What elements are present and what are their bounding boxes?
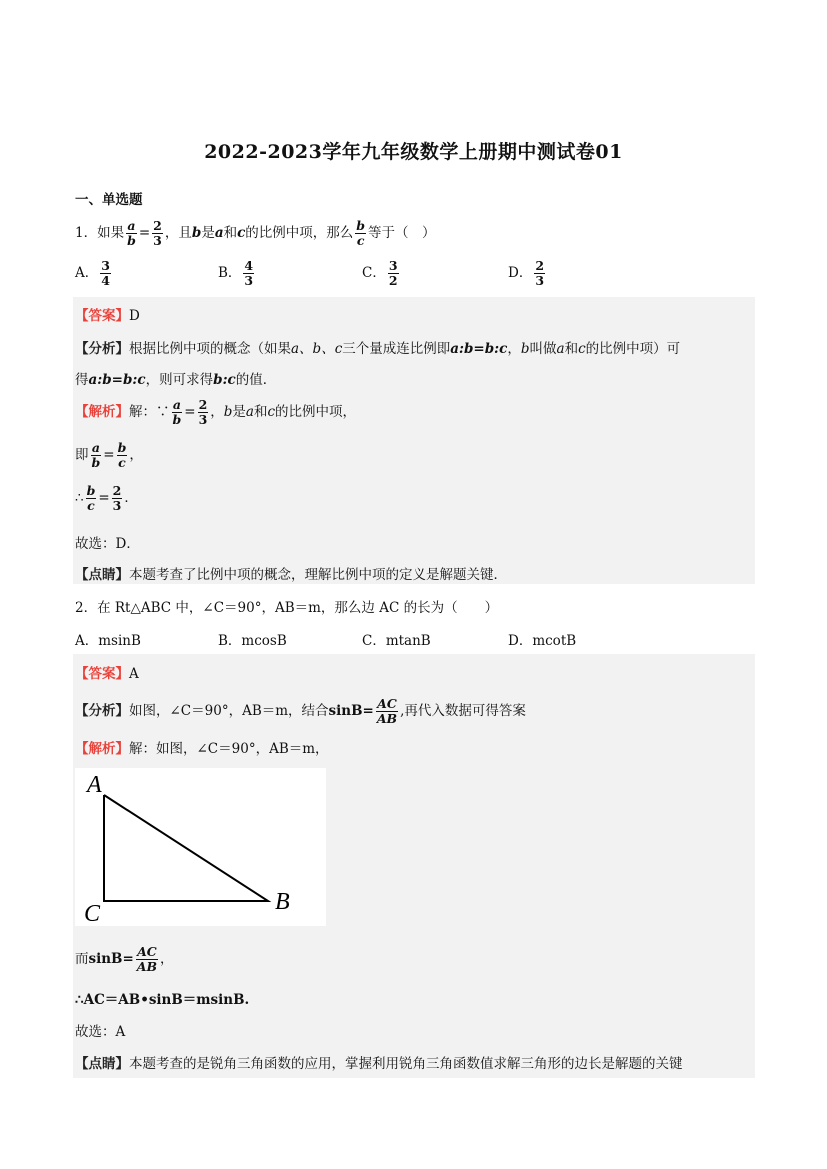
q1-analysis: 【分析】根据比例中项的概念（如果a、b、c三个量成连比例即a:b=b:c，b叫做a和c的比例中项）可 (75, 341, 681, 357)
q1-solution: 【解析】解：∵ $\frac{a}{b}$ = $\frac{2}{3}$ ，b是a和c的比例中项， (75, 397, 357, 427)
q2-solution-line-3: ∴AC＝AB•sinB＝msinB. (75, 992, 250, 1008)
q2-option-d: D．mcotB (508, 633, 577, 649)
q2-option-b: B．mcosB (218, 633, 287, 649)
q2-answer: 【答案】A (75, 666, 139, 682)
q1-frac-a-b: $\frac{a}{b}$ (127, 218, 136, 248)
q2-choice: 故选：A (75, 1024, 126, 1040)
q1-number: 1．如果 (75, 225, 125, 241)
vertex-b-label: B (275, 889, 290, 915)
q1-frac-b-c: $\frac{b}{c}$ (356, 218, 366, 248)
q1-option-b: B． $\frac{4}{3}$ (218, 258, 254, 288)
q1-solution-line-2: 即 $\frac{a}{b}$ = $\frac{b}{c}$ ， (75, 440, 143, 470)
section-heading: 一、单选题 (75, 192, 143, 208)
q1-option-d: D． $\frac{2}{3}$ (508, 258, 545, 288)
triangle-figure (75, 768, 326, 926)
q2-analysis: 【分析】如图，∠C＝90°，AB＝m，结合sinB= $\frac{AC}{AB}$ ,再代入数据可得答案 (75, 696, 526, 726)
q2-option-a: A．msinB (75, 633, 141, 649)
q1-choice: 故选：D． (75, 536, 140, 552)
q1-option-c: C． $\frac{3}{2}$ (362, 258, 398, 288)
q2-solution: 【解析】解：如图，∠C＝90°，AB＝m， (75, 741, 329, 757)
triangle-outline (104, 795, 268, 901)
vertex-c-label: C (84, 901, 101, 926)
vertex-a-label: A (87, 772, 102, 798)
q1-solution-line-3: ∴ $\frac{b}{c}$ = $\frac{2}{3}$ ． (75, 483, 138, 513)
right-triangle-diagram (75, 768, 326, 926)
q1-frac-2-3: $\frac{2}{3}$ (153, 218, 162, 248)
q1-comment: 【点睛】本题考查了比例中项的概念，理解比例中项的定义是解题关键． (75, 567, 507, 583)
q2-option-c: C．mtanB (362, 633, 431, 649)
question-1: 1．如果 $\frac{a}{b}$ = $\frac{2}{3}$ ，且b是a和c的比例中项，那么 $\frac{b}{c}$ 等于（ ） (75, 218, 436, 248)
q1-option-a: A． $\frac{3}{4}$ (75, 258, 110, 288)
question-2: 2．在 Rt△ABC 中，∠C＝90°，AB＝m，那么边 AC 的长为（ ） (75, 600, 499, 616)
q1-analysis-line-2: 得a:b=b:c，则可求得b:c的值． (75, 372, 277, 388)
q2-comment: 【点睛】本题考查的是锐角三角函数的应用，掌握利用锐角三角函数值求解三角形的边长是解题的关键 (75, 1056, 683, 1072)
q2-solution-line-2: 而sinB= $\frac{AC}{AB}$ ， (75, 944, 174, 974)
q1-answer: 【答案】D (75, 308, 140, 324)
page-title: 2022-2023学年九年级数学上册期中测试卷01 (204, 141, 623, 163)
